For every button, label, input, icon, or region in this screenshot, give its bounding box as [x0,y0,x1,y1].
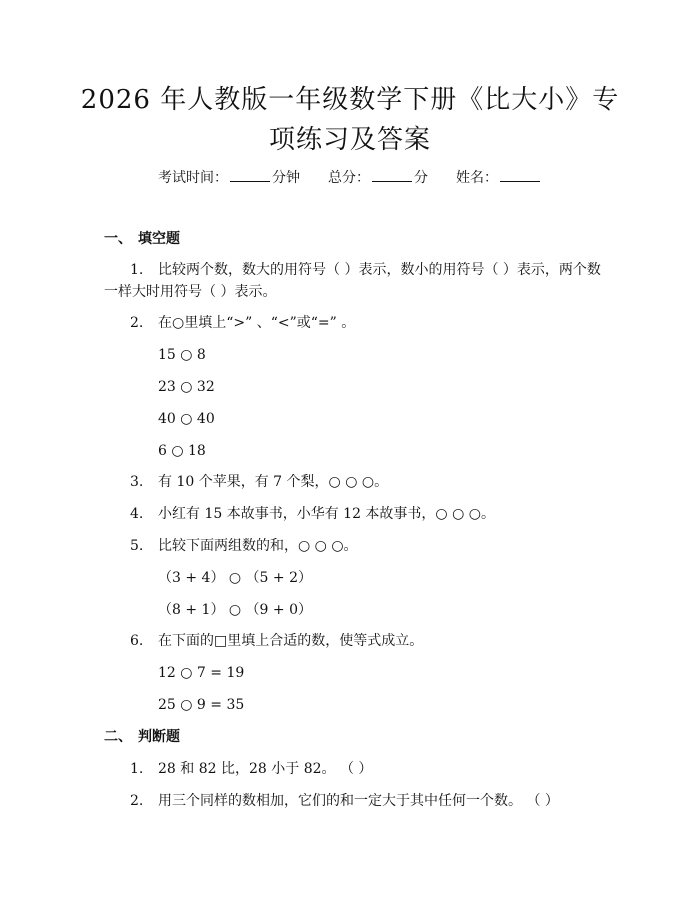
question-1-continued: 一样大时用符号（ ）表示。 [104,284,277,300]
comparison-item: 23 ○ 32 [158,379,215,395]
comparison-item: （8 + 1） ○ （9 + 0） [158,602,313,618]
question-6 [130,631,423,651]
question-number: 6. [130,633,144,649]
title-line-1: 2026 年人教版一年级数学下册《比大小》专 [80,85,620,115]
question-2 [130,313,355,333]
comparison-item: 40 ○ 40 [158,411,215,427]
document-title [60,80,640,160]
section-number: 一、 [104,231,132,247]
time-label: 考试时间： [158,170,228,186]
question-number: 2. [130,315,144,331]
score-label: 总分： [328,170,370,186]
question-text: 28 和 82 比，28 小于 82。 （ ） [158,761,373,777]
question-number: 4. [130,506,144,522]
question-text: 比较下面两组数的和，○ ○ ○。 [158,538,358,554]
question-4 [130,504,495,524]
title-line-2: 项练习及答案 [268,125,431,155]
section-number: 二、 [104,729,132,745]
question-text: 比较两个数，数大的用符号（ ）表示，数小的用符号（ ）表示，两个数 [158,262,601,278]
score-unit: 分 [414,170,428,186]
comparison-item: 15 ○ 8 [158,347,206,363]
question-number: 5. [130,538,144,554]
time-blank [230,169,270,182]
exam-info [0,168,700,188]
question-text: 小红有 15 本故事书，小华有 12 本故事书，○ ○ ○。 [158,506,495,522]
question-text: 在○里填上“>” 、“<”或“=” 。 [158,315,356,331]
question-number: 1. [130,262,144,278]
name-blank [500,169,540,182]
question-5 [130,536,358,556]
question-text: 在下面的□里填上合适的数，使等式成立。 [158,633,424,649]
question-number: 1. [130,761,144,777]
question-number: 2. [130,793,144,809]
equation-item: 12 ○ 7 = 19 [158,665,245,681]
section-title: 填空题 [138,231,180,247]
score-blank [372,169,412,182]
question-text: 用三个同样的数相加，它们的和一定大于其中任何一个数。 （ ） [158,793,559,809]
comparison-item: （3 + 4） ○ （5 + 2） [158,570,313,586]
judge-question-1 [130,759,372,779]
question-1 [130,260,601,280]
section-title: 判断题 [138,729,180,745]
comparison-item: 6 ○ 18 [158,443,206,459]
equation-item: 25 ○ 9 = 35 [158,697,245,713]
time-unit: 分钟 [272,170,300,186]
judge-question-2 [130,791,559,811]
question-text: 有 10 个苹果，有 7 个梨，○ ○ ○。 [158,474,389,490]
section-heading-fill [104,229,180,249]
question-number: 3. [130,474,144,490]
question-3 [130,472,388,492]
section-heading-judge [104,727,180,747]
name-label: 姓名： [456,170,498,186]
